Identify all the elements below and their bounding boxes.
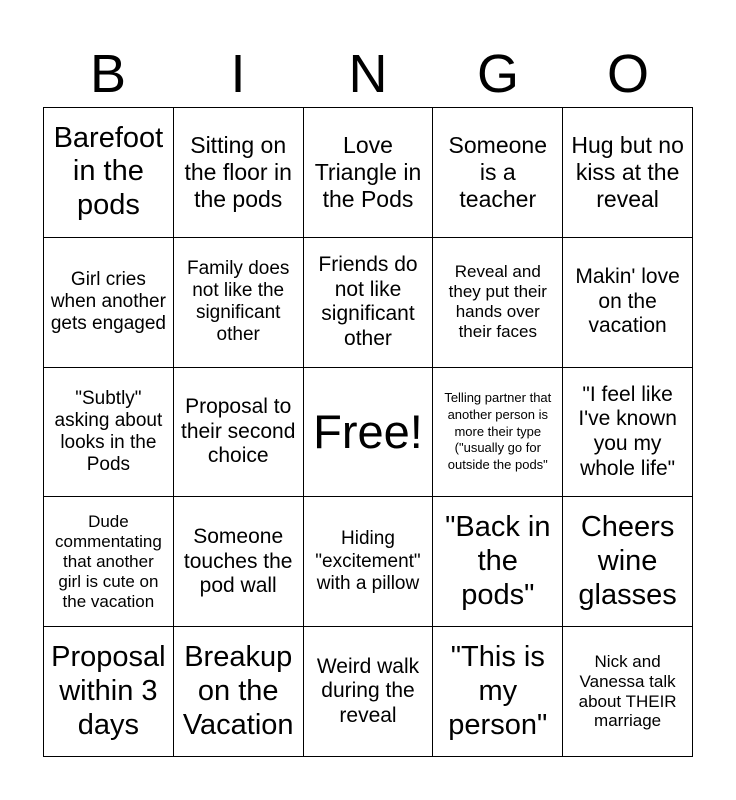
- bingo-cell-free[interactable]: [304, 368, 434, 498]
- cell-text: Someone is a teacher: [448, 132, 548, 212]
- cell-text: Family does not like the significant other: [186, 257, 290, 346]
- bingo-cell-2-5[interactable]: [563, 238, 693, 368]
- bingo-cell-5-1[interactable]: [44, 627, 174, 757]
- bingo-cell-1-5[interactable]: [563, 108, 693, 238]
- header-letter-o: O: [606, 44, 649, 104]
- bingo-cell-1-3[interactable]: [304, 108, 434, 238]
- cell-text: Proposal to their second choice: [180, 395, 296, 468]
- cell-text: "Subtly" asking about looks in the Pods: [54, 387, 163, 476]
- cell-text: Breakup on the Vacation: [182, 640, 294, 741]
- header-letter-i: I: [230, 44, 246, 104]
- bingo-header: [43, 40, 693, 108]
- cell-text: Cheers wine glasses: [578, 510, 677, 611]
- cell-text: Weird walk during the reveal: [316, 654, 420, 727]
- bingo-cell-2-1[interactable]: [44, 238, 174, 368]
- bingo-cell-4-3[interactable]: [304, 497, 434, 627]
- bingo-cell-2-3[interactable]: [304, 238, 434, 368]
- bingo-cell-5-5[interactable]: [563, 627, 693, 757]
- cell-text: Love Triangle in the Pods: [314, 132, 422, 212]
- header-letter-g: G: [476, 44, 519, 104]
- header-letter-b: B: [89, 44, 127, 104]
- cell-text: Telling partner that another person is more their type ("usually go for outside the pods": [444, 389, 552, 473]
- bingo-cell-5-3[interactable]: [304, 627, 434, 757]
- free-space-text: Free!: [313, 404, 423, 458]
- cell-text: "This is my person": [448, 640, 548, 741]
- cell-text: "Back in the pods": [445, 510, 551, 611]
- bingo-cell-3-1[interactable]: [44, 368, 174, 498]
- bingo-cell-4-5[interactable]: [563, 497, 693, 627]
- bingo-cell-3-2[interactable]: [174, 368, 304, 498]
- bingo-cell-3-5[interactable]: [563, 368, 693, 498]
- bingo-cell-5-2[interactable]: [174, 627, 304, 757]
- cell-text: Friends do not like significant other: [318, 253, 418, 350]
- bingo-cell-5-4[interactable]: [433, 627, 563, 757]
- cell-text: Barefoot in the pods: [53, 121, 164, 222]
- bingo-cell-2-4[interactable]: [433, 238, 563, 368]
- cell-text: Hug but no kiss at the reveal: [571, 132, 684, 212]
- header-letter-n: N: [348, 44, 388, 104]
- bingo-cell-4-2[interactable]: [174, 497, 304, 627]
- bingo-cell-4-1[interactable]: [44, 497, 174, 627]
- cell-text: Someone touches the pod wall: [183, 524, 293, 598]
- cell-text: Reveal and they put their hands over their faces: [448, 262, 547, 342]
- bingo-cell-1-1[interactable]: [44, 108, 174, 238]
- cell-text: Dude commentating that another girl is cute on the vacation: [55, 512, 162, 611]
- cell-text: Nick and Vanessa talk about THEIR marriage: [578, 651, 677, 731]
- bingo-cell-1-4[interactable]: [433, 108, 563, 238]
- bingo-cell-3-4[interactable]: [433, 368, 563, 498]
- cell-text: Hiding "excitement" with a pillow: [315, 528, 421, 594]
- cell-text: Sitting on the floor in the pods: [184, 132, 292, 212]
- cell-text: Girl cries when another gets engaged: [50, 268, 166, 335]
- cell-text: "I feel like I've known you my whole life": [578, 382, 677, 480]
- bingo-cell-2-2[interactable]: [174, 238, 304, 368]
- cell-text: Proposal within 3 days: [51, 640, 166, 741]
- bingo-cell-1-2[interactable]: [174, 108, 304, 238]
- cell-text: Makin' love on the vacation: [575, 265, 680, 338]
- bingo-board: [43, 107, 693, 757]
- bingo-cell-4-4[interactable]: [433, 497, 563, 627]
